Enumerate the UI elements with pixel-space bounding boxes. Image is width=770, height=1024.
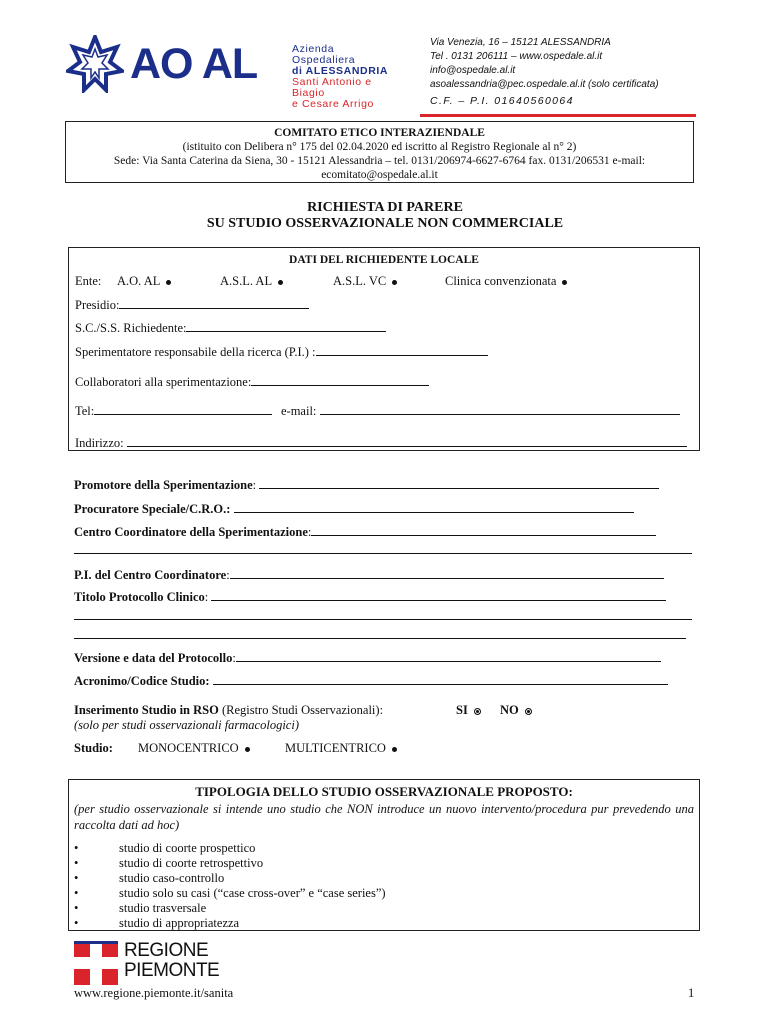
pi-centro-field[interactable]: P.I. del Centro Coordinatore: — [74, 567, 664, 583]
presidio-field[interactable]: Presidio: — [75, 297, 309, 313]
rso-note: (solo per studi osservazionali farmacologici) — [74, 718, 299, 732]
footer-url-link[interactable]: www.regione.piemonte.it/sanita — [74, 986, 234, 1000]
page-number: 1 — [688, 986, 695, 1000]
tel-text: Tel . 0131 206111 – www.ospedale.al.it — [430, 51, 603, 62]
applicant-box — [68, 247, 700, 451]
applicant-header: DATI DEL RICHIEDENTE LOCALE — [289, 254, 479, 266]
bullet-icon — [562, 280, 567, 285]
regione-line-2: PIEMONTE — [124, 960, 220, 981]
typology-item[interactable]: • studio solo su casi (“case cross-over” e “case series”) — [74, 886, 386, 901]
aoal-logo — [66, 35, 396, 110]
header-divider — [420, 114, 696, 117]
centro-continuation-line[interactable] — [74, 553, 692, 554]
studio-option-multi[interactable]: MULTICENTRICO — [285, 741, 397, 756]
bullet-icon — [245, 747, 250, 752]
regione-emblem-icon — [74, 941, 118, 985]
fiscal-code: C.F. – P.I. 01640560064 — [430, 95, 574, 107]
ente-option-aoal[interactable]: A.O. AL — [117, 274, 171, 289]
pi-field[interactable]: Sperimentatore responsabile della ricerca (P.I.) : — [75, 344, 488, 360]
committee-box — [65, 121, 694, 183]
title-line-1: RICHIESTA DI PARERE — [307, 200, 463, 215]
typology-item[interactable]: • studio caso-controllo — [74, 871, 386, 886]
email-link[interactable]: info@ospedale.al.it — [430, 65, 516, 76]
regione-line-1: REGIONE — [124, 940, 209, 961]
rso-label: Inserimento Studio in RSO (Registro Studi Osservazionali): — [74, 703, 384, 717]
logo-sub-line-2: di ALESSANDRIA — [292, 65, 389, 77]
contact-block — [430, 36, 740, 92]
bullet-icon — [166, 280, 171, 285]
page-title — [0, 200, 770, 232]
logo-wordmark: AO AL — [130, 40, 258, 88]
typology-description: (per studio osservazionale si intende uno studio che NON introduce un nuovo intervento/procedura pur prevedendo una raccolta dati ad hoc) — [74, 802, 694, 832]
collaborators-field[interactable]: Collaboratori alla sperimentazione: — [75, 374, 429, 390]
titolo-line-3[interactable] — [74, 638, 686, 639]
logo-subtitle — [292, 44, 396, 110]
promotore-field[interactable]: Promotore della Sperimentazione: — [74, 477, 659, 493]
tel-field[interactable]: Tel: — [75, 403, 272, 419]
typology-box — [68, 779, 700, 931]
titolo-field[interactable]: Titolo Protocollo Clinico: — [74, 589, 666, 605]
committee-email[interactable]: ecomitato@ospedale.al.it — [321, 169, 438, 181]
bullet-icon — [392, 280, 397, 285]
ente-option-aslvc[interactable]: A.S.L. VC — [333, 274, 397, 289]
committee-title: COMITATO ETICO INTERAZIENDALE — [274, 127, 485, 139]
typology-item[interactable]: • studio di coorte prospettico — [74, 841, 386, 856]
address-field[interactable]: Indirizzo: — [75, 435, 687, 451]
ente-label: Ente: — [75, 274, 102, 288]
centro-field[interactable]: Centro Coordinatore della Sperimentazione: — [74, 524, 656, 540]
versione-field[interactable]: Versione e data del Protocollo: — [74, 650, 661, 666]
committee-decree: (istituito con Delibera n° 175 del 02.04.2020 ed iscritto al Registro Regionale al n° 2) — [182, 141, 577, 153]
rso-option-si[interactable]: SI — [456, 703, 481, 718]
title-line-2: SU STUDIO OSSERVAZIONALE NON COMMERCIALE — [206, 216, 564, 231]
committee-address: Sede: Via Santa Caterina da Siena, 30 - 15121 Alessandria – tel. 0131/206974-6627-6764 fax. 0131/206531 e-mail: — [113, 155, 646, 167]
sc-field[interactable]: S.C./S.S. Richiedente: — [75, 320, 386, 336]
radio-icon — [474, 708, 481, 715]
email-field[interactable]: e-mail: — [281, 403, 680, 419]
typology-title: TIPOLOGIA DELLO STUDIO OSSERVAZIONALE PROPOSTO: — [195, 784, 573, 799]
rso-option-no[interactable]: NO — [500, 703, 532, 718]
bullet-icon — [392, 747, 397, 752]
acronimo-field[interactable]: Acronimo/Codice Studio: — [74, 673, 668, 689]
typology-item[interactable]: • studio di coorte retrospettivo — [74, 856, 386, 871]
procuratore-field[interactable]: Procuratore Speciale/C.R.O.: — [74, 501, 634, 517]
typology-list — [74, 841, 386, 931]
studio-option-mono[interactable]: MONOCENTRICO — [138, 741, 250, 756]
logo-sub-line-1: Azienda Ospedaliera — [292, 43, 356, 66]
typology-item[interactable]: • studio trasversale — [74, 901, 386, 916]
ente-option-aslal[interactable]: A.S.L. AL — [220, 274, 283, 289]
titolo-line-2[interactable] — [74, 619, 692, 620]
bullet-icon — [278, 280, 283, 285]
star-emblem-icon — [66, 35, 124, 93]
regione-piemonte-logo — [74, 941, 234, 985]
typology-item[interactable]: • studio di appropriatezza — [74, 916, 386, 931]
regione-wordmark — [124, 941, 219, 981]
logo-sub-line-3: Santi Antonio e Biagio — [292, 76, 372, 99]
radio-icon — [525, 708, 532, 715]
logo-sub-line-4: e Cesare Arrigo — [292, 98, 374, 110]
studio-label: Studio: — [74, 741, 113, 755]
ente-option-clinica[interactable]: Clinica convenzionata — [445, 274, 567, 289]
address-text: Via Venezia, 16 – 15121 ALESSANDRIA — [430, 37, 611, 48]
pec-link[interactable]: asoalessandria@pec.ospedale.al.it (solo certificata) — [430, 79, 659, 90]
